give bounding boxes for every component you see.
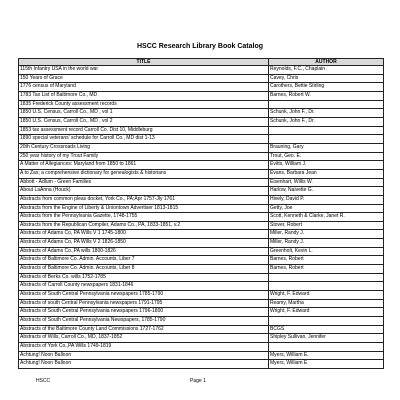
table-row [19,351,384,360]
book-title-cell: Abstracts of Adams Co, PA Wills V 1 1745-1800 [19,230,269,239]
table-row [19,161,384,170]
book-title-cell: Abstracts from the Engine of Liberty & Uniontown Advertiser 1813-1815 [19,204,269,213]
book-author-cell [269,135,384,144]
table-row [19,169,384,178]
table-row [19,204,384,213]
table-row [19,213,384,222]
page-title: HSCC Research Library Book Catalog [136,43,264,50]
book-author-cell: Harlow, Naivette G. [269,187,384,196]
book-title-cell: About LaAnna (Houck) [19,187,269,196]
book-title-cell: Abstracts from the Pennsylvania Gazette, 1748-1755 [19,213,269,222]
book-title-cell: 1835 Frederick County assessment records [19,100,269,109]
book-author-cell: Carothers, Bettie Stirling [269,83,384,92]
book-author-cell: Stover, Robert [269,221,384,230]
header-row [19,59,384,66]
book-title-cell: 1850 U.S. Census, Carroll Co., MD , vol 1 [19,109,269,118]
book-author-cell: Cavey, Chris [269,74,384,83]
book-author-cell: Reynolds, F.C., Chaplain [269,66,384,75]
column-header-author: AUTHOR [269,59,384,66]
table-row [19,195,384,204]
book-author-cell: Reamy, Martha [269,299,384,308]
book-title-cell: Abstracts of South Central Pennsylvania newspapers 1796-1800 [19,308,269,317]
table-row [19,360,384,369]
book-author-cell: Myers, William E [269,360,384,369]
book-author-cell: Myers, William E. [269,351,384,360]
book-author-cell: Wright, F. Edward [269,308,384,317]
table-row [19,291,384,300]
book-author-cell: Miller, Randy J. [269,239,384,248]
book-author-cell: Wright, F. Edward [269,291,384,300]
table-row [19,187,384,196]
table-row [19,247,384,256]
table-row [19,109,384,118]
book-title-cell: Abstracts from the Republican Compiler, Adams Co., PA, 1833-1851, v.2 [19,221,269,230]
book-title-cell: Abstracts of Adams Co, PA Wills V 2 1826-1850 [19,239,269,248]
book-title-cell: Abbott - Adlum - Green Families [19,178,269,187]
table-row [19,239,384,248]
table-row [19,282,384,291]
book-author-cell: BCGS [269,325,384,334]
table-row [19,256,384,265]
book-title-cell: 150 Years of Grace [19,74,269,83]
footer-page-number: Page 1 [190,378,206,384]
book-author-cell: Schunk, John F., Dr. [269,117,384,126]
table-row [19,66,384,75]
book-title-cell: 1776 census of Maryland [19,83,269,92]
book-title-cell: Abstracts of Wills, Carroll Co., MD, 1837-1852 [19,334,269,343]
book-title-cell: 20th Century Crossroads Living [19,143,269,152]
column-header-title: TITLE [19,59,269,66]
book-author-cell [269,100,384,109]
book-title-cell: Abstracts from common pleas docket, York Co., PA;Apr 1757-Jly 1761 [19,195,269,204]
book-author-cell: Trout, Geo. E. [269,152,384,161]
book-title-cell: Abstracts of Carroll County newspapers 1831-1846 [19,282,269,291]
book-title-cell: 115th Infantry USA in the world war [19,66,269,75]
book-author-cell [269,273,384,282]
book-author-cell: Evans, Barbara Jean [269,169,384,178]
book-title-cell: Abstracts of Berks Co. wills 1752-1785 [19,273,269,282]
table-row [19,221,384,230]
table-row [19,230,384,239]
book-author-cell: Miller, Randy J. [269,230,384,239]
book-author-cell: Evitts, William J. [269,161,384,170]
book-title-cell: Abstracts of South Central Pennsylvania Newspapers, 1785-1790 [19,317,269,326]
table-row [19,74,384,83]
book-title-cell: Achtung! Noon Balloon [19,351,269,360]
book-author-cell: Barnes, Robert [269,256,384,265]
table-row [19,152,384,161]
book-author-cell: Barnes, Robert W. [269,91,384,100]
catalog-table [18,58,384,369]
table-row [19,100,384,109]
book-author-cell [269,317,384,326]
table-row [19,265,384,274]
book-title-cell: Abstracts of South Central Pennsylvania newspapers 1785-1790 [19,291,269,300]
table-row [19,343,384,352]
book-title-cell: Abstracts of Adams Co.,PA wills 1800-1826 [19,247,269,256]
table-row [19,334,384,343]
book-author-cell: Hively, David P. [269,195,384,204]
book-title-cell: Abstracts of Baltimore Co. Admin. Accounts, Liber 8 [19,265,269,274]
table-row [19,135,384,144]
footer-organization: HSCC [36,378,51,384]
book-author-cell: Brauning, Gary [269,143,384,152]
table-row [19,299,384,308]
table-row [19,91,384,100]
book-author-cell [269,126,384,135]
book-title-cell: Abstracts of Baltimore Co. Admin. Accounts, Liber 7 [19,256,269,265]
book-title-cell: A Matter of Allegiances: Maryland from 1850 to 1861 [19,161,269,170]
table-row [19,143,384,152]
table-row [19,308,384,317]
book-author-cell: Getty, Joe [269,204,384,213]
book-title-cell: A to Zax; a comprehensive dictionary for genealogists & historians [19,169,269,178]
table-row [19,317,384,326]
book-title-cell: Achtung! Noon Balloon [19,360,269,369]
book-title-cell: Abstracts of south Central Pennsylvania newspapers 1791-1795 [19,299,269,308]
table-row [19,117,384,126]
book-author-cell [269,343,384,352]
table-row [19,325,384,334]
book-author-cell: Greenholt, Kevin L. [269,247,384,256]
book-author-cell: Eisenhart, Willis W. [269,178,384,187]
book-title-cell: 1890 special veterans' schedule for Carroll Co., MD dist 1-13 [19,135,269,144]
table-row [19,273,384,282]
book-author-cell [269,282,384,291]
book-author-cell: Barnes, Robert [269,265,384,274]
book-title-cell: 1853 tax assessment record Carroll Co. Dist 10, Middleburg [19,126,269,135]
table-row [19,83,384,92]
table-row [19,126,384,135]
book-title-cell: Abstracts of the Baltimore County Land Commissions 1727-1762 [19,325,269,334]
book-author-cell: Shipley Sullivan, Jennifer [269,334,384,343]
book-title-cell: 1783 Tax List of Baltimore Co., MD [19,91,269,100]
book-title-cell: 1850 U.S. Census, Carroll Co., MD , vol 2 [19,117,269,126]
book-title-cell: 250 year history of my Trout Family [19,152,269,161]
book-author-cell: Schunk, John F., Dr. [269,109,384,118]
table-row [19,178,384,187]
book-title-cell: Abstracts of York Co.,PA Wills 1749-1819 [19,343,269,352]
book-author-cell: Scott, Kenneth & Clarke, Janet R. [269,213,384,222]
